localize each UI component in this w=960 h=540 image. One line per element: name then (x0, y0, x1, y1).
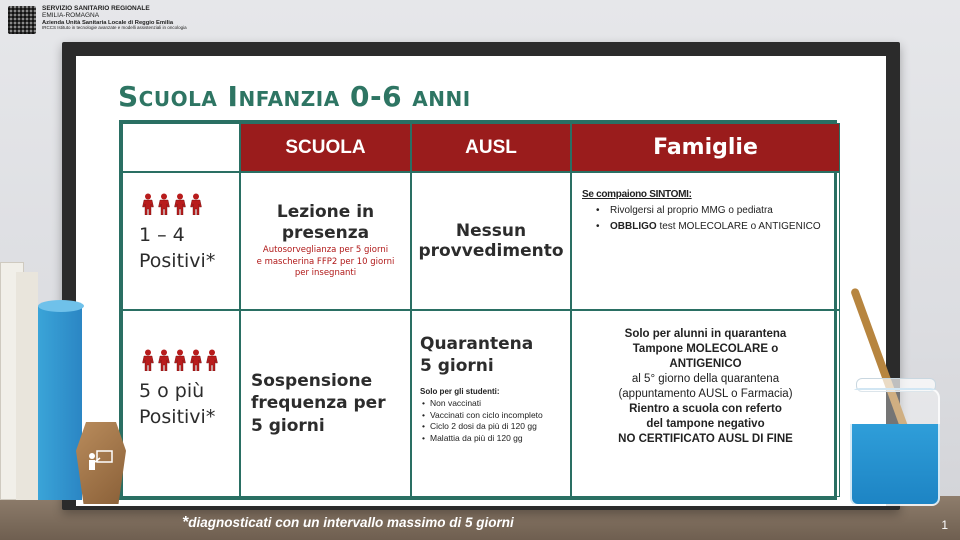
row2-label-count: 5 o più (139, 380, 205, 402)
row2-ausl-item: • Non vaccinati (430, 398, 562, 409)
slide-title: Scuola Infanzia 0-6 anni (118, 80, 471, 113)
book-decoration (38, 306, 82, 500)
row2-famiglie-4: al 5° giorno della quarantena (631, 372, 780, 385)
row1-scuola-main-2: presenza (281, 222, 370, 243)
row2-famiglie-7: del tampone negativo (646, 417, 765, 430)
row2-famiglie-5: (appuntamento AUSL o Farmacia) (618, 387, 793, 400)
book-decoration (16, 272, 38, 500)
rules-table (119, 120, 837, 500)
row2-famiglie-6: Rientro a scuola con referto (629, 402, 782, 415)
jar-decoration (850, 388, 940, 506)
logo-line-2: EMILIA-ROMAGNA (42, 11, 100, 19)
row2-ausl-main-1: Quarantena (420, 334, 534, 354)
row-label-5-plus (122, 310, 240, 497)
column-header-famiglie: Famiglie (571, 123, 840, 172)
header-corner-cell (122, 123, 240, 172)
row2-famiglie-8: NO CERTIFICATO AUSL DI FINE (618, 432, 793, 445)
person-icon (189, 349, 203, 371)
column-header-ausl: AUSL (411, 123, 571, 172)
person-icon (189, 193, 203, 215)
person-icon (157, 193, 171, 215)
logo-line-3: Azienda Unità Sanitaria Locale di Reggio Emilia (42, 19, 174, 26)
person-icon (141, 193, 155, 215)
row1-scuola-note-2: e mascherina FFP2 per 10 giorni (256, 256, 395, 267)
row1-scuola-note-3: per insegnanti (294, 268, 357, 279)
row2-famiglie-1: Solo per alunni in quarantena (624, 328, 787, 340)
footnote-text: diagnosticati con un intervallo massimo di 5 giorni (188, 515, 514, 530)
book-decoration (38, 300, 84, 312)
row2-ausl-main-2: 5 giorni (420, 356, 494, 377)
row2-famiglie-3: ANTIGENICO (669, 357, 742, 370)
person-icon (141, 349, 155, 371)
row1-famiglie-item-1: • Rivolgersi al proprio MMG o pediatra (610, 204, 831, 217)
teacher-board-icon (86, 448, 114, 474)
row1-ausl-cell (411, 172, 571, 310)
logo-line-4: IRCCS Istituto in tecnologie avanzate e modelli assistenziali in oncologia (42, 24, 187, 30)
row2-scuola-3: 5 giorni (251, 415, 325, 436)
page-number: 1 (941, 518, 948, 532)
person-icon (157, 349, 171, 371)
row1-label-positivi: Positivi* (139, 249, 216, 272)
positive-people-icons (141, 193, 239, 215)
row1-label-count: 1 – 4 (139, 224, 185, 246)
row1-famiglie-heading: Se compaiono SINTOMI: (582, 189, 692, 200)
footnote-star: * (182, 514, 189, 531)
person-icon (205, 349, 219, 371)
logo-line-1: SERVIZIO SANITARIO REGIONALE (42, 5, 150, 12)
row2-ausl-item: • Vaccinati con ciclo incompleto (430, 410, 562, 421)
row-label-1-4 (122, 172, 240, 310)
row2-ausl-sub: Solo per gli studenti: (420, 387, 500, 397)
row1-famiglie-item-2: • OBBLIGO test MOLECOLARE o ANTIGENICO (610, 220, 831, 233)
row2-scuola-1: Sospensione (251, 371, 373, 392)
footnote (182, 514, 514, 532)
row2-famiglie-2: Tampone MOLECOLARE o (632, 342, 779, 355)
row1-ausl-1: Nessun (455, 220, 527, 241)
row2-label-positivi: Positivi* (139, 405, 216, 428)
column-header-scuola: SCUOLA (240, 123, 411, 172)
row2-ausl-item: • Ciclo 2 dosi da più di 120 gg (430, 421, 562, 432)
logo-mark-icon (8, 6, 36, 34)
ausl-logo (8, 6, 248, 40)
row2-ausl-cell (411, 310, 571, 497)
row1-scuola-main-1: Lezione in (276, 202, 375, 223)
row2-famiglie-cell (571, 310, 840, 497)
row1-famiglie-cell (571, 172, 840, 310)
row1-scuola-cell (240, 172, 411, 310)
person-icon (173, 193, 187, 215)
row2-scuola-cell (240, 310, 411, 497)
positive-people-icons (141, 349, 239, 371)
row2-scuola-2: frequenza per (251, 393, 386, 414)
row2-ausl-item: • Malattia da più di 120 gg (430, 433, 562, 444)
row1-scuola-note-1: Autosorveglianza per 5 giorni (262, 245, 389, 256)
row1-ausl-2: provvedimento (418, 241, 564, 261)
person-icon (173, 349, 187, 371)
